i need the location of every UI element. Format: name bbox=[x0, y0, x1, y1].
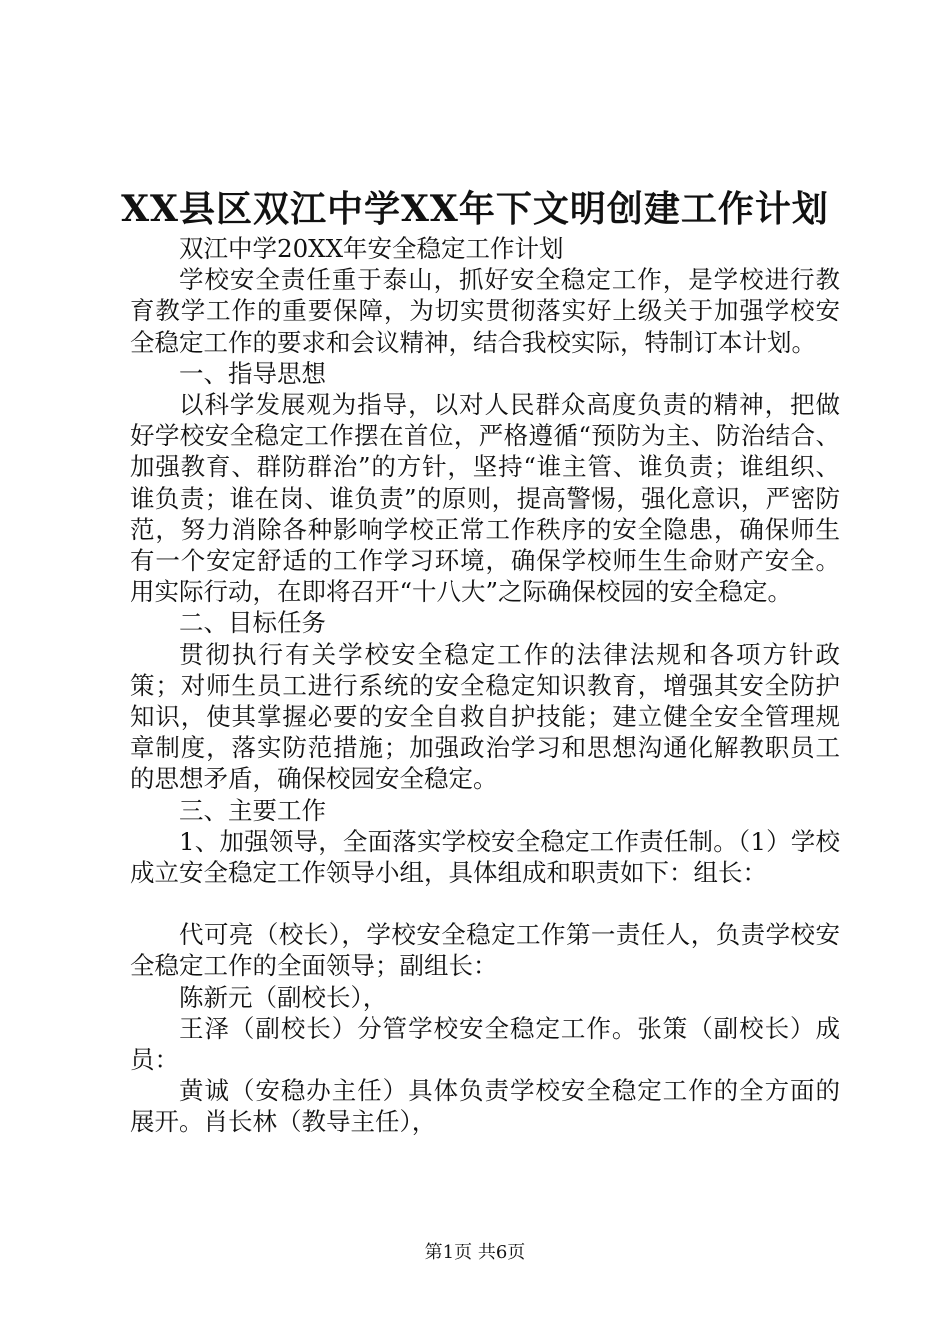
main-work-paragraph-1: 1、加强领导，全面落实学校安全稳定工作责任制。（1）学校成立安全稳定工作领导小组，具体组成和职责如下：组长： bbox=[130, 826, 840, 888]
document-body bbox=[130, 233, 840, 1138]
section-heading-goals: 二、目标任务 bbox=[179, 608, 326, 638]
subtitle-paragraph: 双江中学20XX年安全稳定工作计划 bbox=[179, 234, 564, 263]
deputy-leader-paragraph-1: 陈新元（副校长）， bbox=[179, 982, 388, 1012]
leader-paragraph: 代可亮（校长），学校安全稳定工作第一责任人，负责学校安全稳定工作的全面领导；副组长： bbox=[130, 920, 840, 981]
member-paragraph: 黄诚（安稳办主任）具体负责学校安全稳定工作的全方面的展开。肖长林（教导主任）， bbox=[130, 1076, 840, 1137]
deputy-leader-paragraph-2: 王泽（副校长）分管学校安全稳定工作。张策（副校长）成员： bbox=[130, 1013, 840, 1075]
document-title: XX县区双江中学XX年下文明创建工作计划 bbox=[121, 188, 829, 230]
section-heading-guiding-ideology: 一、指导思想 bbox=[179, 358, 326, 388]
section-heading-main-work: 三、主要工作 bbox=[179, 795, 326, 825]
page-number-footer: 第1页 共6页 bbox=[424, 1242, 526, 1263]
intro-paragraph: 学校安全责任重于泰山，抓好安全稳定工作，是学校进行教育教学工作的重要保障，为切实贯彻落实好上级关于加强学校安全稳定工作的要求和会议精神，结合我校实际，特制订本计划。 bbox=[130, 265, 840, 357]
goals-paragraph: 贯彻执行有关学校安全稳定工作的法律法规和各项方针政策；对师生员工进行系统的安全稳定知识教育，增强其安全防护知识，使其掌握必要的安全自救自护技能；建立健全安全管理规章制度，落实防范措施；加强政治学习和思想沟通化解教职员工的思想矛盾，确保校园安全稳定。 bbox=[130, 639, 840, 794]
guiding-ideology-paragraph: 以科学发展观为指导，以对人民群众高度负责的精神，把做好学校安全稳定工作摆在首位，严格遵循“预防为主、防治结合、加强教育、群防群治”的方针，坚持“谁主管、谁负责；谁组织、谁负责；谁在岗、谁负责”的原则，提高警惕，强化意识，严密防范，努力消除各种影响学校正常工作秩序的安全隐患，确保师生有一个安定舒适的工作学习环境，确保学校师生生命财产安全。用实际行动，在即将召开“十八大”之际确保校园的安全稳定。 bbox=[130, 390, 840, 607]
